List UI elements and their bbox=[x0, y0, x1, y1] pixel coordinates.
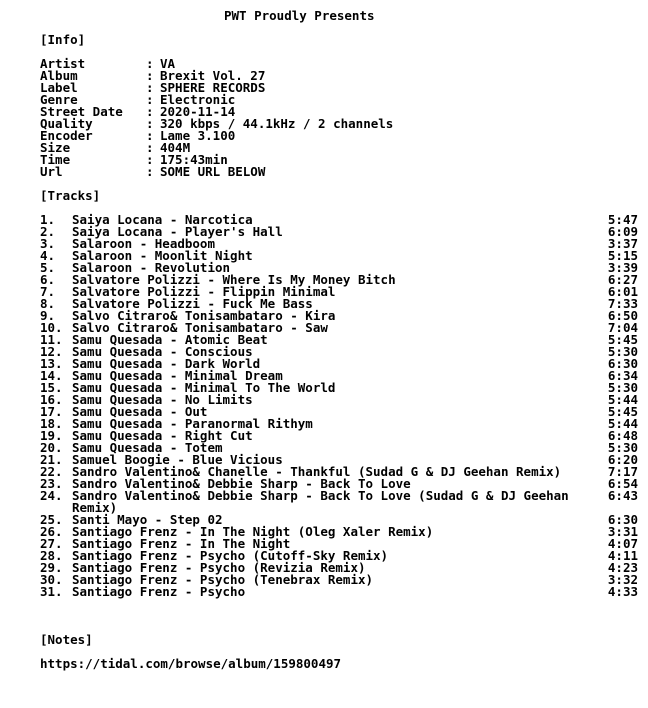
notes-header: [Notes] bbox=[40, 632, 93, 647]
track-title: Samu Quesada - No Limits bbox=[72, 392, 253, 407]
track-number: 25. bbox=[40, 512, 63, 527]
info-key: Quality bbox=[40, 116, 93, 131]
track-number: 27. bbox=[40, 536, 63, 551]
track-number: 5. bbox=[40, 260, 56, 275]
info-row bbox=[40, 166, 640, 178]
track-duration: 3:39 bbox=[607, 260, 638, 275]
track-title: Santiago Frenz - In The Night (Oleg Xaler Remix) bbox=[72, 524, 434, 539]
track-duration: 6:30 bbox=[607, 512, 638, 527]
track-number: 7. bbox=[40, 284, 56, 299]
track-duration: 5:30 bbox=[607, 380, 638, 395]
info-value: Brexit Vol. 27 bbox=[160, 68, 266, 83]
info-row bbox=[40, 154, 640, 166]
track-duration: 4:33 bbox=[607, 584, 638, 599]
track-title: Salvatore Polizzi - Flippin Minimal bbox=[72, 284, 336, 299]
track-duration: 5:44 bbox=[607, 392, 638, 407]
track-number: 17. bbox=[40, 404, 63, 419]
info-row bbox=[40, 142, 640, 154]
page-title: PWT Proudly Presents bbox=[224, 8, 375, 23]
info-key: Label bbox=[40, 80, 78, 95]
track-number: 16. bbox=[40, 392, 63, 407]
info-row bbox=[40, 70, 640, 82]
track-number: 15. bbox=[40, 380, 63, 395]
track-duration: 6:48 bbox=[607, 428, 638, 443]
track-duration: 6:27 bbox=[607, 272, 638, 287]
info-separator: : bbox=[146, 128, 154, 143]
info-key: Size bbox=[40, 140, 71, 155]
track-duration: 4:23 bbox=[607, 560, 638, 575]
info-value: 404M bbox=[160, 140, 191, 155]
track-duration: 4:07 bbox=[607, 536, 638, 551]
track-number: 14. bbox=[40, 368, 63, 383]
track-number: 19. bbox=[40, 428, 63, 443]
track-list bbox=[40, 214, 640, 598]
notes-url: https://tidal.com/browse/album/159800497 bbox=[40, 656, 342, 671]
info-row bbox=[40, 94, 640, 106]
track-number: 12. bbox=[40, 344, 63, 359]
track-title: Samu Quesada - Totem bbox=[72, 440, 223, 455]
track-duration: 7:33 bbox=[607, 296, 638, 311]
track-title: Samu Quesada - Minimal Dream bbox=[72, 368, 283, 383]
track-title: Santiago Frenz - Psycho (Tenebrax Remix) bbox=[72, 572, 374, 587]
info-row bbox=[40, 118, 640, 130]
track-title: Salaroon - Headboom bbox=[72, 236, 215, 251]
info-value: SPHERE RECORDS bbox=[160, 80, 266, 95]
track-title: Santiago Frenz - Psycho bbox=[72, 584, 246, 599]
track-duration: 4:11 bbox=[607, 548, 638, 563]
track-duration: 3:32 bbox=[607, 572, 638, 587]
track-title: Sandro Valentino& Debbie Sharp - Back To Love (Sudad G & DJ Geehan Remix) bbox=[72, 488, 569, 515]
track-duration: 6:54 bbox=[607, 476, 638, 491]
track-duration: 3:37 bbox=[607, 236, 638, 251]
track-title: Samu Quesada - Atomic Beat bbox=[72, 332, 268, 347]
track-title: Saiya Locana - Player's Hall bbox=[72, 224, 283, 239]
info-value: Lame 3.100 bbox=[160, 128, 236, 143]
info-key: Artist bbox=[40, 56, 86, 71]
info-key: Url bbox=[40, 164, 63, 179]
track-title: Samu Quesada - Out bbox=[72, 404, 208, 419]
track-number: 11. bbox=[40, 332, 63, 347]
track-row bbox=[40, 586, 640, 598]
info-key: Time bbox=[40, 152, 71, 167]
track-duration: 5:45 bbox=[607, 332, 638, 347]
track-duration: 6:09 bbox=[607, 224, 638, 239]
track-number: 1. bbox=[40, 212, 56, 227]
info-separator: : bbox=[146, 104, 154, 119]
track-number: 30. bbox=[40, 572, 63, 587]
track-title: Saiya Locana - Narcotica bbox=[72, 212, 253, 227]
track-number: 10. bbox=[40, 320, 63, 335]
track-number: 21. bbox=[40, 452, 63, 467]
info-separator: : bbox=[146, 56, 154, 71]
track-duration: 6:30 bbox=[607, 356, 638, 371]
track-duration: 7:17 bbox=[607, 464, 638, 479]
track-duration: 6:34 bbox=[607, 368, 638, 383]
tracks-header: [Tracks] bbox=[40, 188, 101, 203]
track-number: 3. bbox=[40, 236, 56, 251]
track-title: Samu Quesada - Minimal To The World bbox=[72, 380, 336, 395]
track-duration: 5:47 bbox=[607, 212, 638, 227]
track-number: 6. bbox=[40, 272, 56, 287]
track-title: Sandro Valentino& Chanelle - Thankful (Sudad G & DJ Geehan Remix) bbox=[72, 464, 562, 479]
track-duration: 7:04 bbox=[607, 320, 638, 335]
track-title: Salaroon - Revolution bbox=[72, 260, 231, 275]
info-key: Street Date bbox=[40, 104, 123, 119]
track-title: Santi Mayo - Step 02 bbox=[72, 512, 223, 527]
track-title: Samu Quesada - Conscious bbox=[72, 344, 253, 359]
track-title: Santiago Frenz - In The Night bbox=[72, 536, 291, 551]
track-title: Samu Quesada - Dark World bbox=[72, 356, 261, 371]
track-title: Salvatore Polizzi - Where Is My Money Bitch bbox=[72, 272, 396, 287]
info-key: Genre bbox=[40, 92, 78, 107]
track-number: 8. bbox=[40, 296, 56, 311]
info-list bbox=[40, 58, 640, 178]
track-title: Santiago Frenz - Psycho (Revizia Remix) bbox=[72, 560, 366, 575]
info-key: Album bbox=[40, 68, 78, 83]
info-row bbox=[40, 130, 640, 142]
info-separator: : bbox=[146, 164, 154, 179]
track-number: 22. bbox=[40, 464, 63, 479]
info-row bbox=[40, 82, 640, 94]
track-title: Samu Quesada - Paranormal Rithym bbox=[72, 416, 313, 431]
track-title: Santiago Frenz - Psycho (Cutoff-Sky Remix) bbox=[72, 548, 389, 563]
track-number: 20. bbox=[40, 440, 63, 455]
track-number: 18. bbox=[40, 416, 63, 431]
info-separator: : bbox=[146, 92, 154, 107]
track-number: 2. bbox=[40, 224, 56, 239]
track-duration: 5:44 bbox=[607, 416, 638, 431]
track-title: Salvo Citraro& Tonisambataro - Kira bbox=[72, 308, 336, 323]
info-row bbox=[40, 58, 640, 70]
track-duration: 5:30 bbox=[607, 440, 638, 455]
info-header: [Info] bbox=[40, 32, 86, 47]
track-number: 9. bbox=[40, 308, 56, 323]
track-title: Samuel Boogie - Blue Vicious bbox=[72, 452, 283, 467]
track-duration: 6:20 bbox=[607, 452, 638, 467]
track-duration: 3:31 bbox=[607, 524, 638, 539]
track-title: Salvatore Polizzi - Fuck Me Bass bbox=[72, 296, 313, 311]
info-separator: : bbox=[146, 140, 154, 155]
info-separator: : bbox=[146, 116, 154, 131]
info-value: 175:43min bbox=[160, 152, 228, 167]
info-value: SOME URL BELOW bbox=[160, 164, 266, 179]
track-duration: 5:30 bbox=[607, 344, 638, 359]
track-number: 4. bbox=[40, 248, 56, 263]
info-separator: : bbox=[146, 152, 154, 167]
nfo-document bbox=[40, 10, 640, 670]
track-duration: 5:15 bbox=[607, 248, 638, 263]
track-title: Sandro Valentino& Debbie Sharp - Back To Love bbox=[72, 476, 411, 491]
info-key: Encoder bbox=[40, 128, 93, 143]
track-number: 13. bbox=[40, 356, 63, 371]
info-value: VA bbox=[160, 56, 176, 71]
track-number: 29. bbox=[40, 560, 63, 575]
track-duration: 6:01 bbox=[607, 284, 638, 299]
info-separator: : bbox=[146, 68, 154, 83]
track-duration: 6:50 bbox=[607, 308, 638, 323]
track-title: Samu Quesada - Right Cut bbox=[72, 428, 253, 443]
info-value: 320 kbps / 44.1kHz / 2 channels bbox=[160, 116, 394, 131]
info-separator: : bbox=[146, 80, 154, 95]
info-value: Electronic bbox=[160, 92, 236, 107]
track-duration: 6:43 bbox=[607, 488, 638, 503]
track-duration: 5:45 bbox=[607, 404, 638, 419]
track-number: 26. bbox=[40, 524, 63, 539]
track-number: 23. bbox=[40, 476, 63, 491]
track-number: 24. bbox=[40, 488, 63, 503]
track-title: Salaroon - Moonlit Night bbox=[72, 248, 253, 263]
info-value: 2020-11-14 bbox=[160, 104, 236, 119]
track-row bbox=[40, 490, 640, 514]
track-title: Salvo Citraro& Tonisambataro - Saw bbox=[72, 320, 328, 335]
track-number: 31. bbox=[40, 584, 63, 599]
track-number: 28. bbox=[40, 548, 63, 563]
